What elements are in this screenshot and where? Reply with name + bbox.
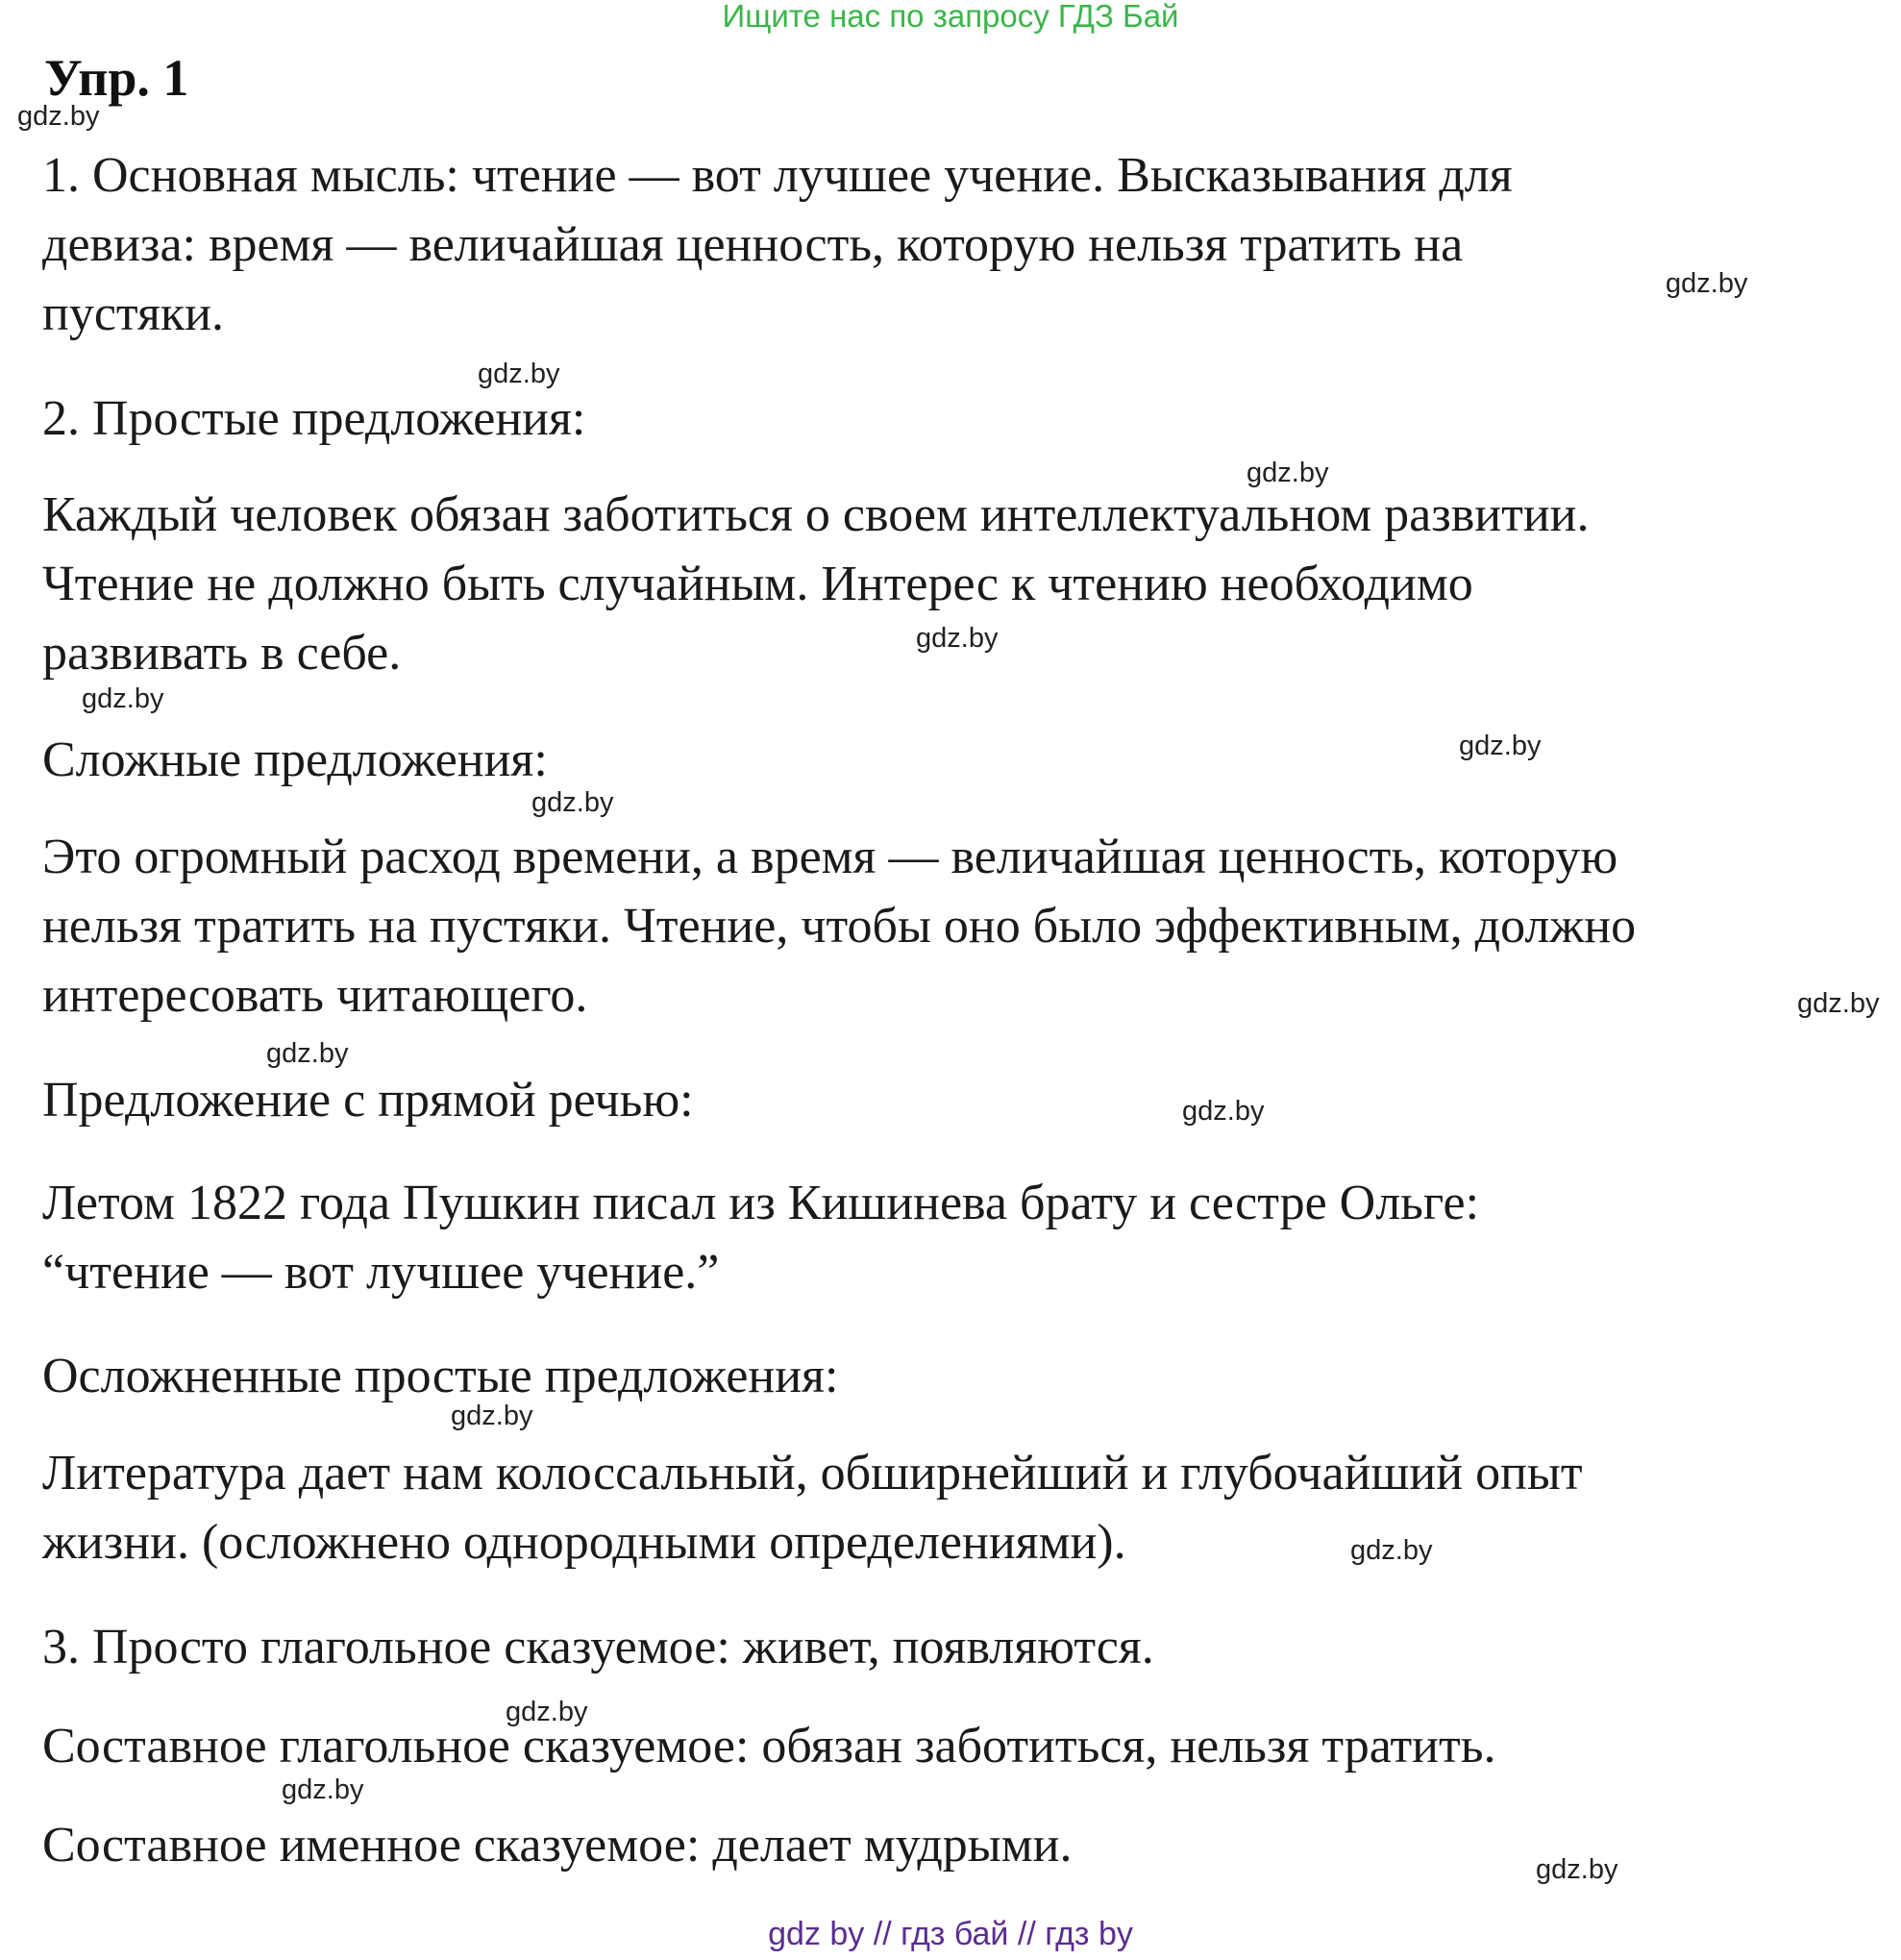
watermark: gdz.by (916, 623, 999, 654)
text-line-14: “чтение — вот лучшее учение.” (42, 1245, 720, 1300)
text-line-9: Это огромный расход времени, а время — величайшая ценность, которую (42, 830, 1618, 884)
text-line-1: 1. Основная мысль: чтение — вот лучшее учение. Высказывания для (42, 148, 1513, 203)
text-line-11: интересовать читающего. (42, 968, 588, 1023)
text-line-2: девиза: время — величайшая ценность, которую нельзя тратить на (42, 217, 1464, 272)
watermark: gdz.by (1350, 1535, 1433, 1566)
watermark: gdz.by (478, 359, 560, 389)
text-line-5: Каждый человек обязан заботиться о своем интеллектуальном развитии. (42, 487, 1590, 542)
text-line-13: Летом 1822 года Пушкин писал из Кишинева брату и сестре Ольге: (42, 1176, 1480, 1230)
text-line-12: Предложение с прямой речью: (42, 1073, 694, 1128)
text-line-3: пустяки. (42, 286, 224, 341)
text-line-19: Составное глагольное сказуемое: обязан заботиться, нельзя тратить. (42, 1719, 1496, 1774)
text-line-7: развивать в себе. (42, 626, 402, 681)
text-line-17: жизни. (осложнено однородными определениями). (42, 1515, 1126, 1570)
top-banner: Ищите нас по запросу ГДЗ Бай (722, 0, 1179, 34)
text-line-10: нельзя тратить на пустяки. Чтение, чтобы оно было эффективным, должно (42, 899, 1637, 954)
watermark: gdz.by (282, 1774, 364, 1805)
watermark: gdz.by (1247, 458, 1329, 488)
footer-links: gdz by // гдз бай // гдз by (768, 1916, 1133, 1952)
watermark: gdz.by (1797, 988, 1880, 1019)
text-line-20: Составное именное сказуемое: делает мудрыми. (42, 1818, 1073, 1873)
exercise-title: Упр. 1 (44, 49, 189, 107)
text-line-16: Литература дает нам колоссальный, обширнейший и глубочайший опыт (42, 1446, 1583, 1501)
watermark: gdz.by (82, 683, 164, 714)
text-line-15: Осложненные простые предложения: (42, 1349, 839, 1403)
watermark: gdz.by (1459, 731, 1542, 761)
watermark: gdz.by (266, 1038, 349, 1069)
watermark: gdz.by (451, 1401, 533, 1431)
watermark: gdz.by (17, 101, 100, 132)
watermark: gdz.by (531, 787, 614, 818)
watermark: gdz.by (1666, 268, 1748, 299)
text-line-18: 3. Просто глагольное сказуемое: живет, появляются. (42, 1620, 1154, 1675)
watermark: gdz.by (1536, 1854, 1618, 1885)
text-line-6: Чтение не должно быть случайным. Интерес к чтению необходимо (42, 557, 1473, 611)
watermark: gdz.by (1182, 1096, 1265, 1127)
text-line-4: 2. Простые предложения: (42, 391, 586, 446)
watermark: gdz.by (506, 1697, 588, 1727)
text-line-8: Сложные предложения: (42, 732, 548, 787)
